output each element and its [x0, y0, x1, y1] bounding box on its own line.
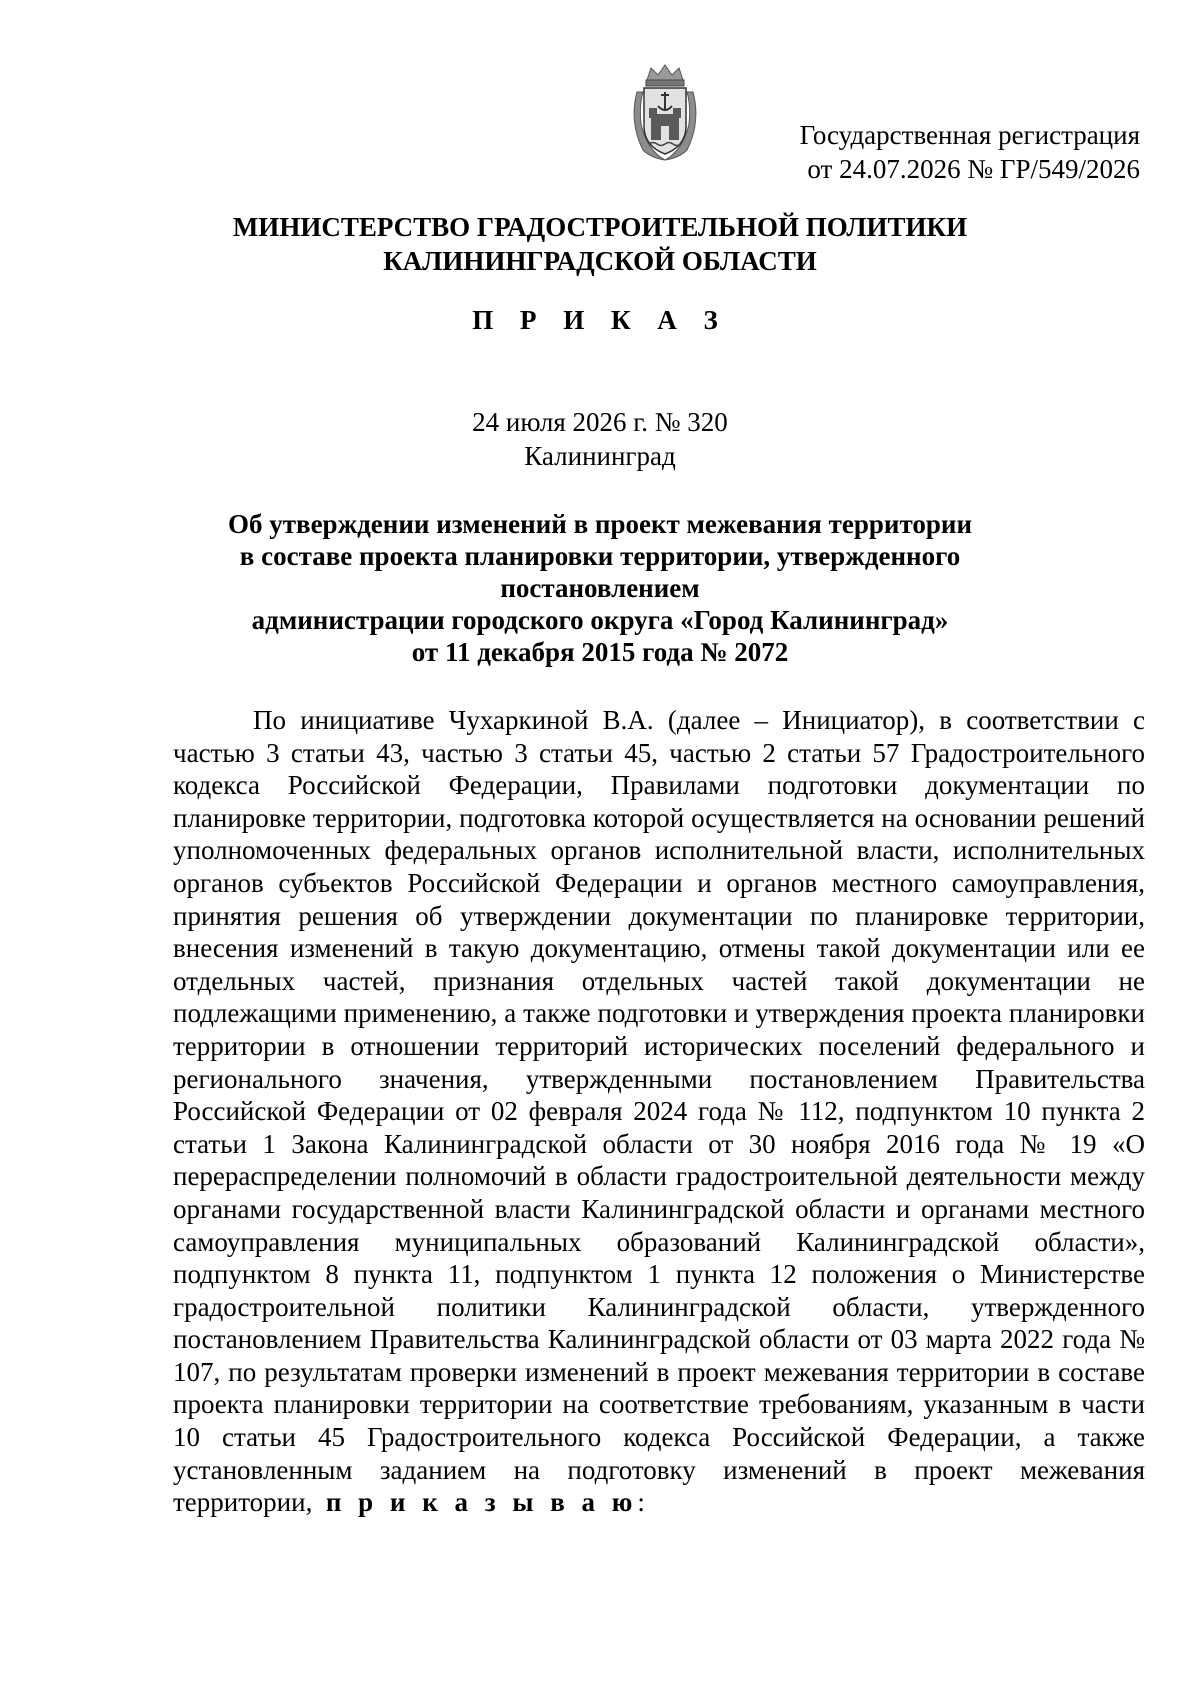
order-date-number: 24 июля 2026 г. № 320 [472, 407, 728, 437]
order-title: П Р И К А З [472, 305, 728, 335]
order-directive-colon: : [637, 1487, 645, 1518]
order-subject-line4: от 11 декабря 2015 года № 2072 [411, 637, 789, 667]
registration-number: от 24.07.2026 № ГР/549/2026 [807, 154, 1140, 184]
ministry-name-line1: МИНИСТЕРСТВО ГРАДОСТРОИТЕЛЬНОЙ ПОЛИТИКИ [232, 212, 968, 242]
order-directive-word: п р и к а з ы в а ю [325, 1487, 638, 1518]
order-subject [160, 508, 1040, 668]
ministry-name-line2: КАЛИНИНГРАДСКОЙ ОБЛАСТИ [383, 246, 817, 276]
order-city: Калининград [524, 441, 676, 471]
registration-label: Государственная регистрация [799, 120, 1140, 150]
order-subject-line3: администрации городского округа «Город Калининград» [251, 605, 949, 635]
order-date-block [300, 405, 900, 473]
order-body-text: По инициативе Чухаркиной В.А. (далее – Инициатор), в соответствии с частью 3 статьи 43, частью 3 статьи 45, частью 2 статьи 57 Градостроительного кодекса Российской Федерации, Правилами подготовки документации по планировке территории, подготовка которой осуществляется на основании решений уполномоченных федеральных органов исполнительной власти, исполнительных органов субъектов Российской Федерации и органов местного самоуправления, принятия решения об утверждении документации по планировке территории, внесения изменений в такую документацию, отмены такой документации или ее отдельных частей, признания отдельных частей такой документации не подлежащими применению, а также подготовки и утверждения проекта планировки территории в отношении территорий исторических поселений федерального и регионального значения, утвержденными постановлением Правительства Российской Федерации от 02 февраля 2024 года № 112, подпунктом 10 пункта 2 статьи 1 Закона Калининградской области от 30 ноября 2016 года № 19 «О перераспределении полномочий в области градостроительной деятельности между органами государственной власти Калининградской области и органами местного самоуправления муниципальных образований Калининградской области», подпунктом 8 пункта 11, подпунктом 1 пункта 12 положения о Министерстве градостроительной политики Калининградской области, утвержденного постановлением Правительства Калининградской области от 03 марта 2022 года № 107, по результатам проверки изменений в проект межевания территории в составе проекта планировки территории на соответствие требованиям, указанным в части 10 статьи 45 Градостроительного кодекса Российской Федерации, а также установленным заданием на подготовку изменений в проект межевания территории, [173, 705, 1145, 1518]
coat-of-arms-icon [627, 62, 703, 162]
order-subject-line2: в составе проекта планировки территории, утвержденного постановлением [239, 541, 961, 603]
order-body-paragraph [173, 704, 1145, 1519]
order-subject-line1: Об утверждении изменений в проект межевания территории [227, 509, 973, 539]
registration-block [760, 118, 1140, 186]
ministry-name [180, 210, 1020, 278]
